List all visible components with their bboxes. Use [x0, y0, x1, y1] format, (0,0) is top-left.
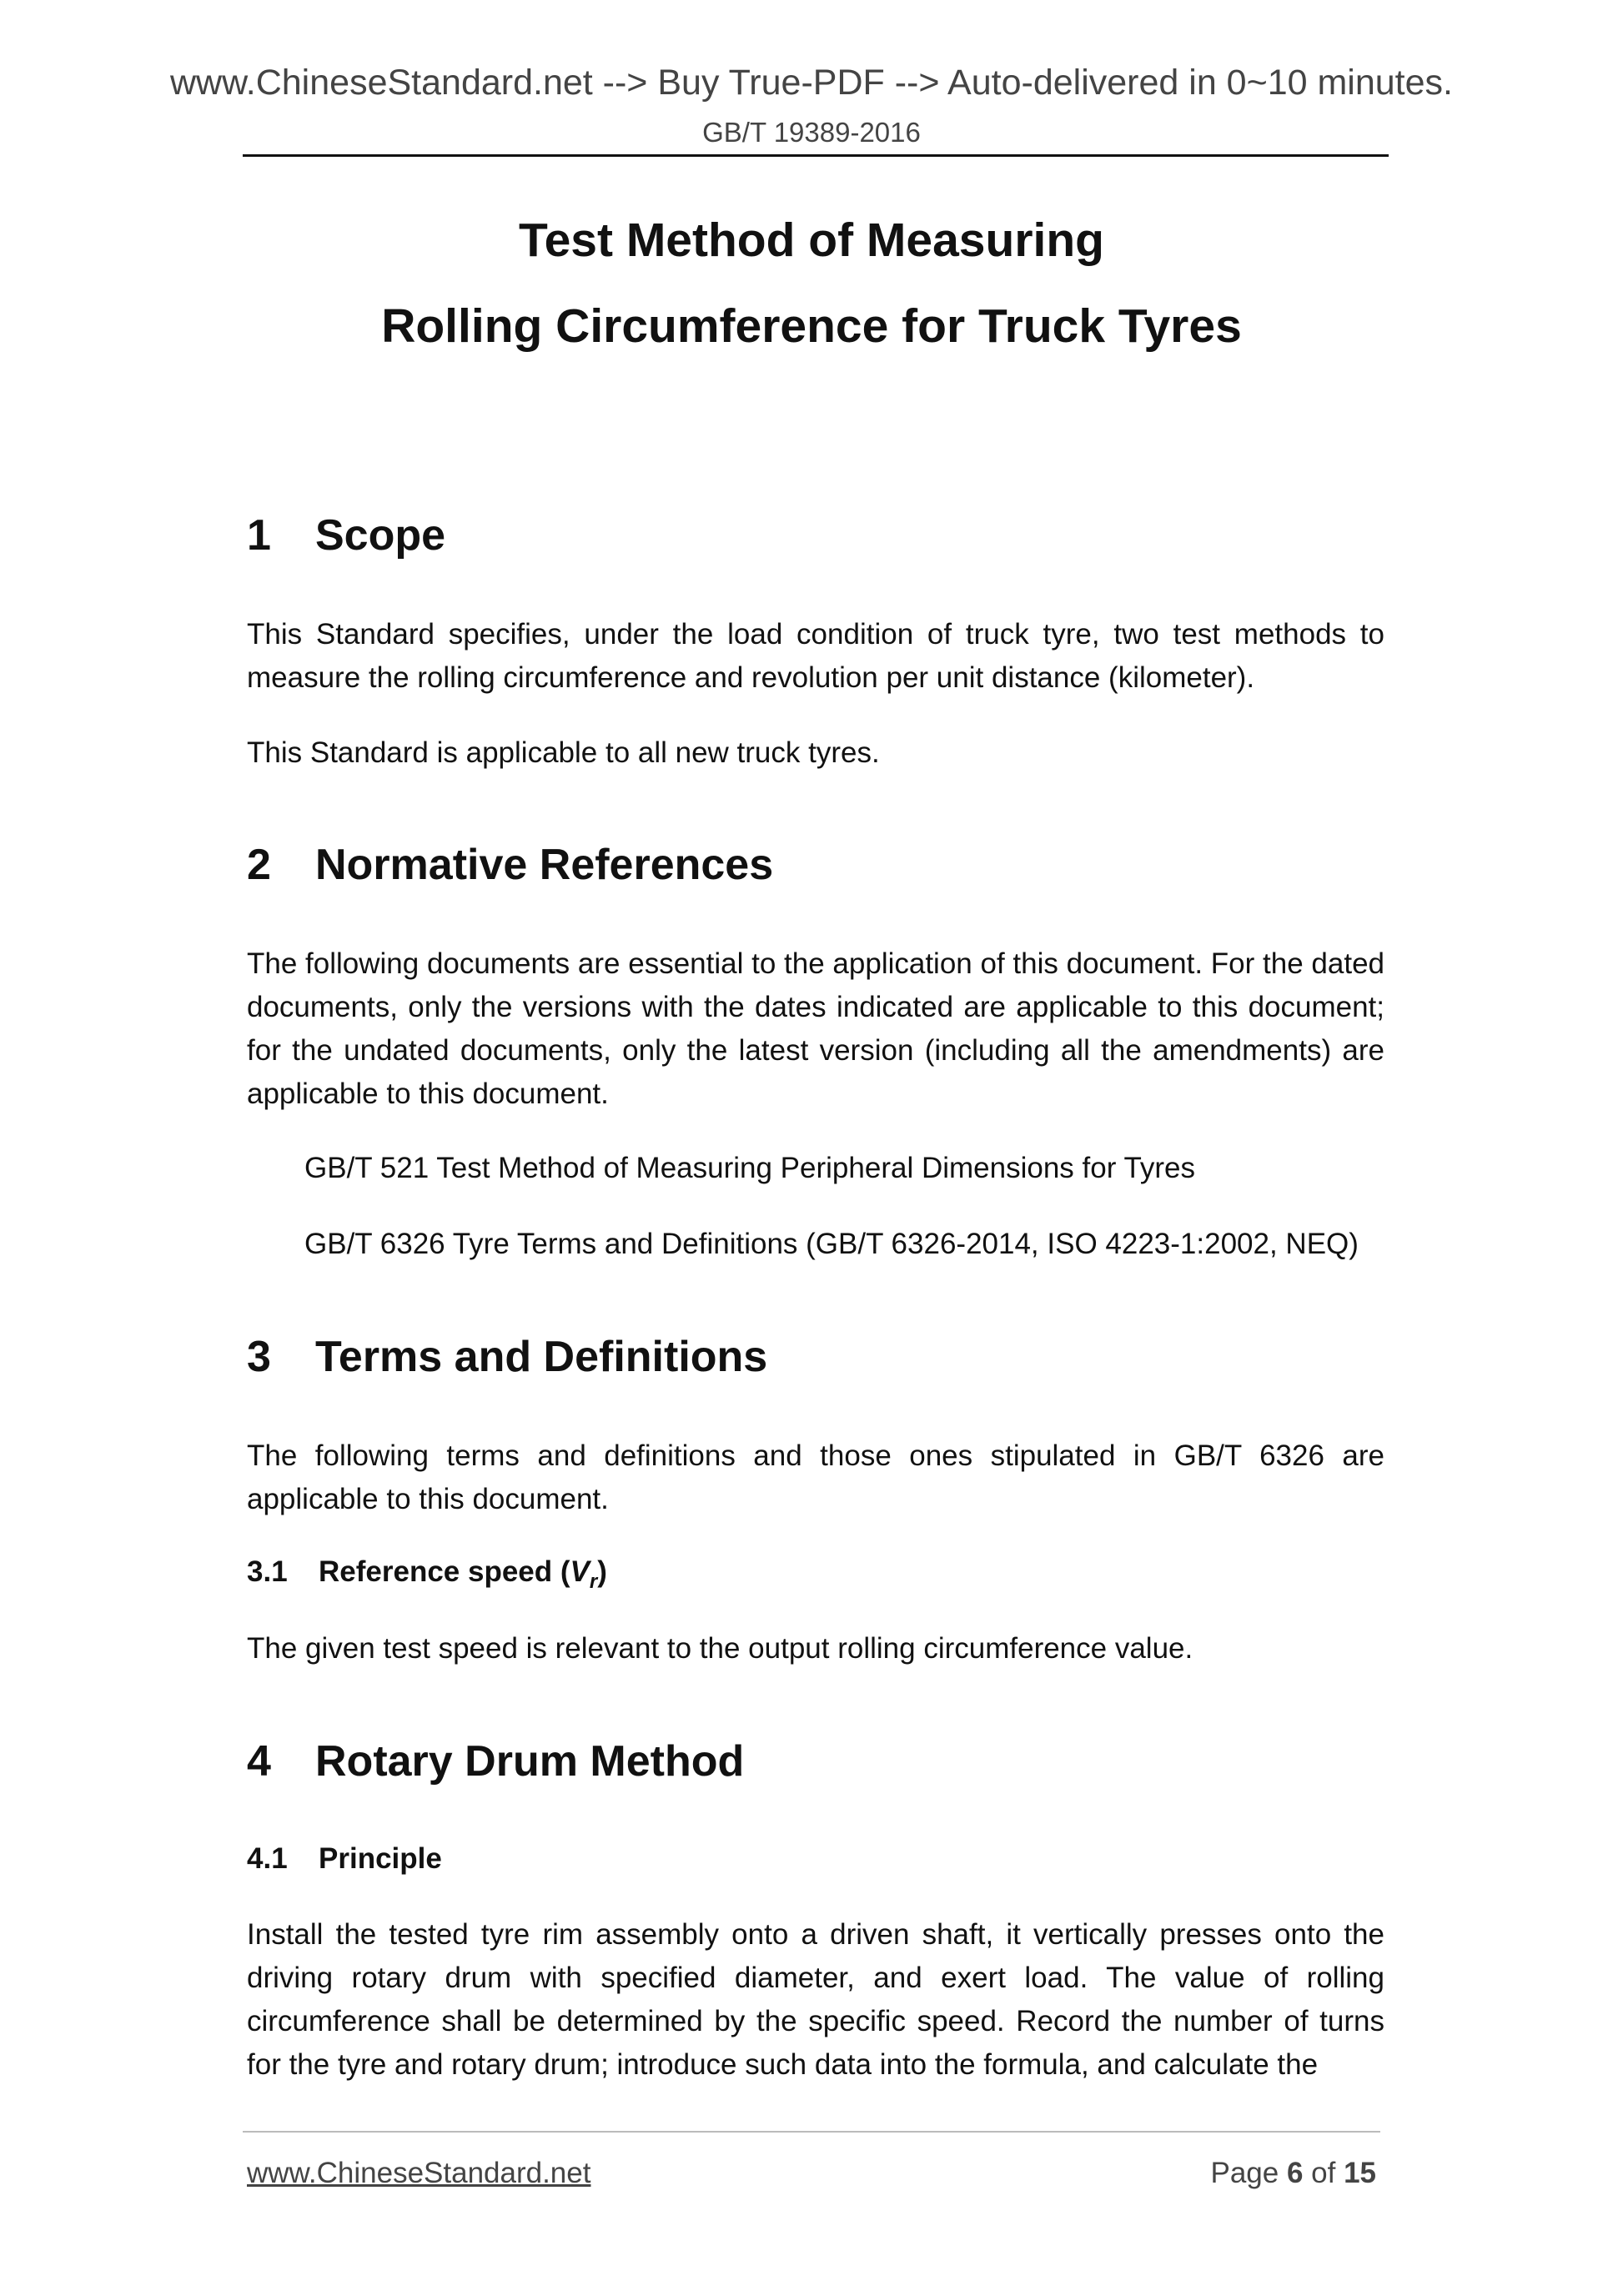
subsection-title-prefix: Reference speed (: [319, 1555, 570, 1588]
section-heading-terms-definitions: [247, 1332, 767, 1382]
speed-subscript: r: [589, 1570, 598, 1593]
section-heading-rotary-drum-method: [247, 1736, 744, 1786]
reference-item: GB/T 521 Test Method of Measuring Peripheral Dimensions for Tyres: [304, 1152, 1196, 1184]
footer-divider: [243, 2131, 1380, 2133]
page-of: of: [1303, 2157, 1344, 2189]
header-divider: [243, 154, 1389, 157]
footer-site-link[interactable]: www.ChineseStandard.net: [247, 2157, 591, 2189]
scope-paragraph-2: This Standard is applicable to all new truck tyres.: [247, 736, 880, 769]
subsection-title: Principle: [319, 1842, 442, 1875]
section-number: 2: [247, 841, 271, 889]
reference-speed-definition: The given test speed is relevant to the output rolling circumference value.: [247, 1632, 1193, 1665]
page-prefix: Page: [1210, 2157, 1287, 2189]
document-title-line-2: Rolling Circumference for Truck Tyres: [381, 299, 1242, 353]
section-title: Scope: [315, 511, 446, 560]
section-number: 4: [247, 1737, 271, 1786]
section-title: Terms and Definitions: [315, 1333, 768, 1381]
terms-paragraph: The following terms and definitions and those ones stipulated in GB/T 6326 are applicable to this document.: [247, 1439, 1384, 1515]
section-number: 3: [247, 1333, 271, 1381]
page-current: 6: [1286, 2157, 1304, 2189]
section-title: Rotary Drum Method: [315, 1737, 745, 1786]
subsection-heading-reference-speed: [247, 1555, 607, 1594]
subsection-title-suffix: ): [597, 1555, 607, 1588]
page-total: 15: [1344, 2157, 1376, 2189]
references-paragraph: The following documents are essential to the application of this document. For the dated documents, only the versions with the dates indicated are applicable to this document; for the undated documents, only the latest version (including all the amendments) are applicable to this document.: [247, 947, 1384, 1110]
page-indicator: [1210, 2157, 1376, 2190]
speed-symbol: V: [570, 1555, 590, 1588]
subsection-heading-principle: [247, 1842, 442, 1876]
section-heading-normative-references: [247, 840, 773, 890]
principle-paragraph: Install the tested tyre rim assembly onto a driven shaft, it vertically presses onto the driving rotary drum with specified diameter, and exert load. The value of rolling circumference shall be determined by the specific speed. Record the number of turns for the tyre and rotary drum; introduce such data into the formula, and calculate the: [247, 1918, 1384, 2081]
subsection-number: 3.1: [247, 1555, 288, 1588]
section-title: Normative References: [315, 841, 774, 889]
site-banner[interactable]: www.ChineseStandard.net --> Buy True-PDF --> Auto-delivered in 0~10 minutes.: [169, 63, 1453, 103]
scope-paragraph-1: This Standard specifies, under the load condition of truck tyre, two test methods to measure the rolling circumference and revolution per unit distance (kilometer).: [247, 618, 1384, 694]
reference-item: GB/T 6326 Tyre Terms and Definitions (GB/T 6326-2014, ISO 4223-1:2002, NEQ): [304, 1228, 1359, 1260]
section-heading-scope: [247, 510, 445, 560]
section-number: 1: [247, 511, 271, 560]
document-code: GB/T 19389-2016: [702, 117, 921, 148]
document-title-line-1: Test Method of Measuring: [519, 214, 1104, 267]
subsection-number: 4.1: [247, 1842, 288, 1875]
